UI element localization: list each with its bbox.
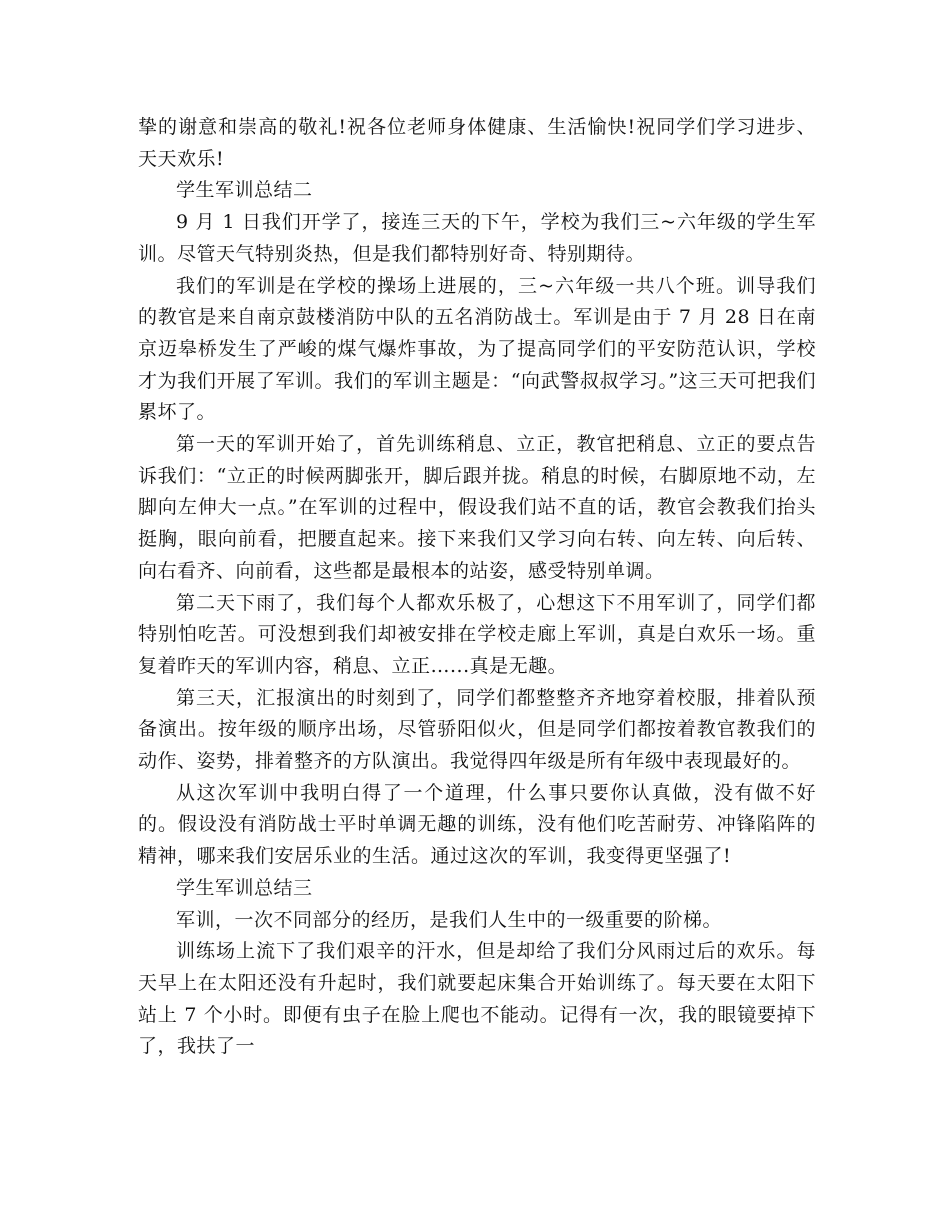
paragraph-3: 我们的军训是在学校的操场上进展的，三~六年级一共八个班。训导我们的教官是来自南京鼓楼消防中队的五名消防战士。军训是由于 7 月 28 日在南京迈皋桥发生了严峻的煤气爆炸事故，为了提高同学们的平安防范认识，学校才为我们开展了军训。我们的军训主题是：“向武警叔叔学习。”这三天可把我们累坏了。 [138, 274, 816, 424]
paragraph-5: 第二天下雨了，我们每个人都欢乐极了，心想这下不用军训了，同学们都特别怕吃苦。可没想到我们却被安排在学校走廊上军训，真是白欢乐一场。重复着昨天的军训内容，稍息、立正…...真是无趣。 [138, 591, 816, 677]
paragraph-10: 训练场上流下了我们艰辛的汗水，但是却给了我们分风雨过后的欢乐。每天早上在太阳还没有升起时，我们就要起床集合开始训练了。每天要在太阳下站上 7 个小时。即便有虫子在脸上爬也不能动。记得有一次，我的眼镜要掉下了，我扶了一 [138, 940, 816, 1058]
document-body [138, 112, 816, 1063]
paragraph-2: 9 月 1 日我们开学了，接连三天的下午，学校为我们三~六年级的学生军训。尽管天气特别炎热，但是我们都特别好奇、特别期待。 [138, 211, 816, 265]
section-heading-3: 学生军训总结三 [176, 876, 313, 899]
paragraph-continued-closing: 挚的谢意和崇高的敬礼!祝各位老师身体健康、生活愉快!祝同学们学习进步、天天欢乐! [138, 116, 816, 170]
paragraph-9: 军训，一次不同部分的经历，是我们人生中的一级重要的阶梯。 [176, 908, 723, 931]
paragraph-4: 第一天的军训开始了，首先训练稍息、立正，教官把稍息、立正的要点告诉我们：“立正的时候两脚张开，脚后跟并拢。稍息的时候，右脚原地不动，左脚向左伸大一点。”在军训的过程中，假设我们站不直的话，教官会教我们抬头挺胸，眼向前看，把腰直起来。接下来我们又学习向右转、向左转、向后转、向右看齐、向前看，这些都是最根本的站姿，感受特别单调。 [138, 433, 816, 582]
section-heading-2: 学生军训总结二 [176, 179, 313, 202]
paragraph-7: 从这次军训中我明白得了一个道理，什么事只要你认真做，没有做不好的。假设没有消防战士平时单调无趣的训练，没有他们吃苦耐劳、冲锋陷阵的精神，哪来我们安居乐业的生活。通过这次的军训，我变得更坚强了! [138, 781, 816, 868]
paragraph-6: 第三天，汇报演出的时刻到了，同学们都整整齐齐地穿着校服，排着队预备演出。按年级的顺序出场，尽管骄阳似火，但是同学们都按着教官教我们的动作、姿势，排着整齐的方队演出。我觉得四年级是所有年级中表现最好的。 [138, 686, 816, 773]
